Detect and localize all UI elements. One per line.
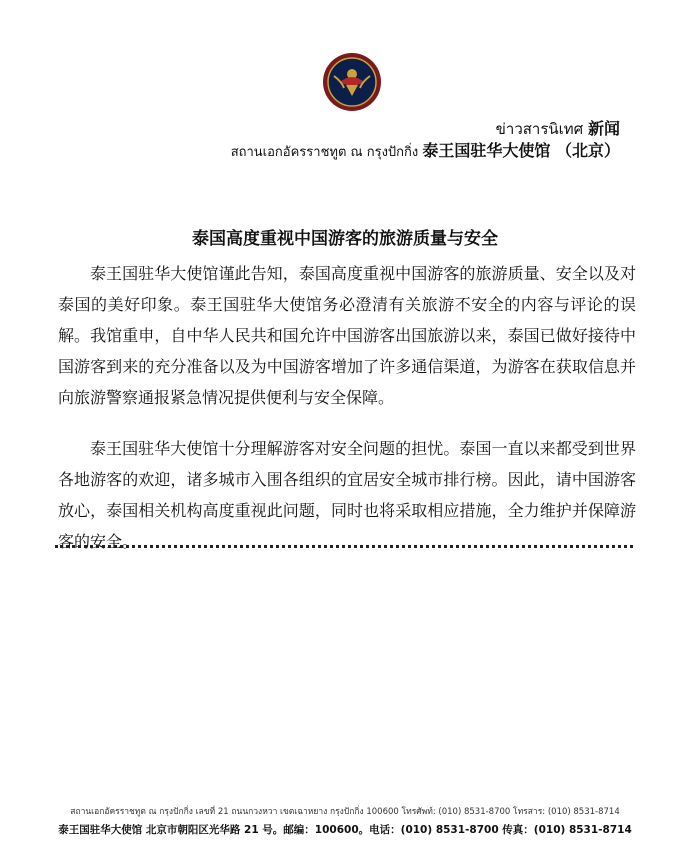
news-label-zh: 新闻 — [587, 119, 620, 138]
article-title: 泰国高度重视中国游客的旅游质量与安全 — [192, 229, 498, 249]
embassy-name-zh: 泰王国驻华大使馆 （北京） — [422, 141, 620, 160]
footer-address-thai: สถานเอกอัครราชทูต ณ กรุงปักกิ่ง เลขที่ 21 ถนนกวงหวา เขตเฉาหยาง กรุงปักกิ่ง 100600 โทรศัพท์: (010) 8531-8700 โทรสาร: (010) 8531-8714 — [70, 807, 620, 817]
news-label-thai: ข่าวสารนิเทศ — [495, 120, 584, 138]
article-paragraph-1: 泰王国驻华大使馆谨此告知，泰国高度重视中国游客的旅游质量、安全以及对泰国的美好印象。泰王国驻华大使馆务必澄清有关旅游不安全的内容与评论的误解。我馆重申，自中华人民共和国允许中国游客出国旅游以来，泰国已做好接待中国游客到来的充分准备以及为中国游客增加了许多通信渠道，为游客在获取信息并向旅游警察通报紧急情况提供便利与安全保障。 — [58, 264, 636, 407]
embassy-name — [231, 140, 620, 164]
news-label — [231, 118, 620, 140]
article-paragraph-2: 泰王国驻华大使馆十分理解游客对安全问题的担忧。泰国一直以来都受到世界各地游客的欢迎，诸多城市入围各组织的宜居安全城市排行榜。因此，请中国游客放心，泰国相关机构高度重视此问题，同时也将采取相应措施，全力维护并保障游客的安全。 — [58, 439, 636, 551]
dotted-divider — [55, 545, 633, 548]
footer — [0, 803, 690, 839]
garuda-emblem-icon — [322, 52, 382, 112]
news-header — [231, 118, 620, 164]
embassy-name-thai: สถานเอกอัครราชทูต ณ กรุงปักกิ่ง — [230, 145, 419, 160]
footer-address-zh: 泰王国驻华大使馆 北京市朝阳区光华路 21 号。邮编：100600。电话：(010) 8531-8700 传真：(010) 8531-8714 — [58, 824, 632, 836]
